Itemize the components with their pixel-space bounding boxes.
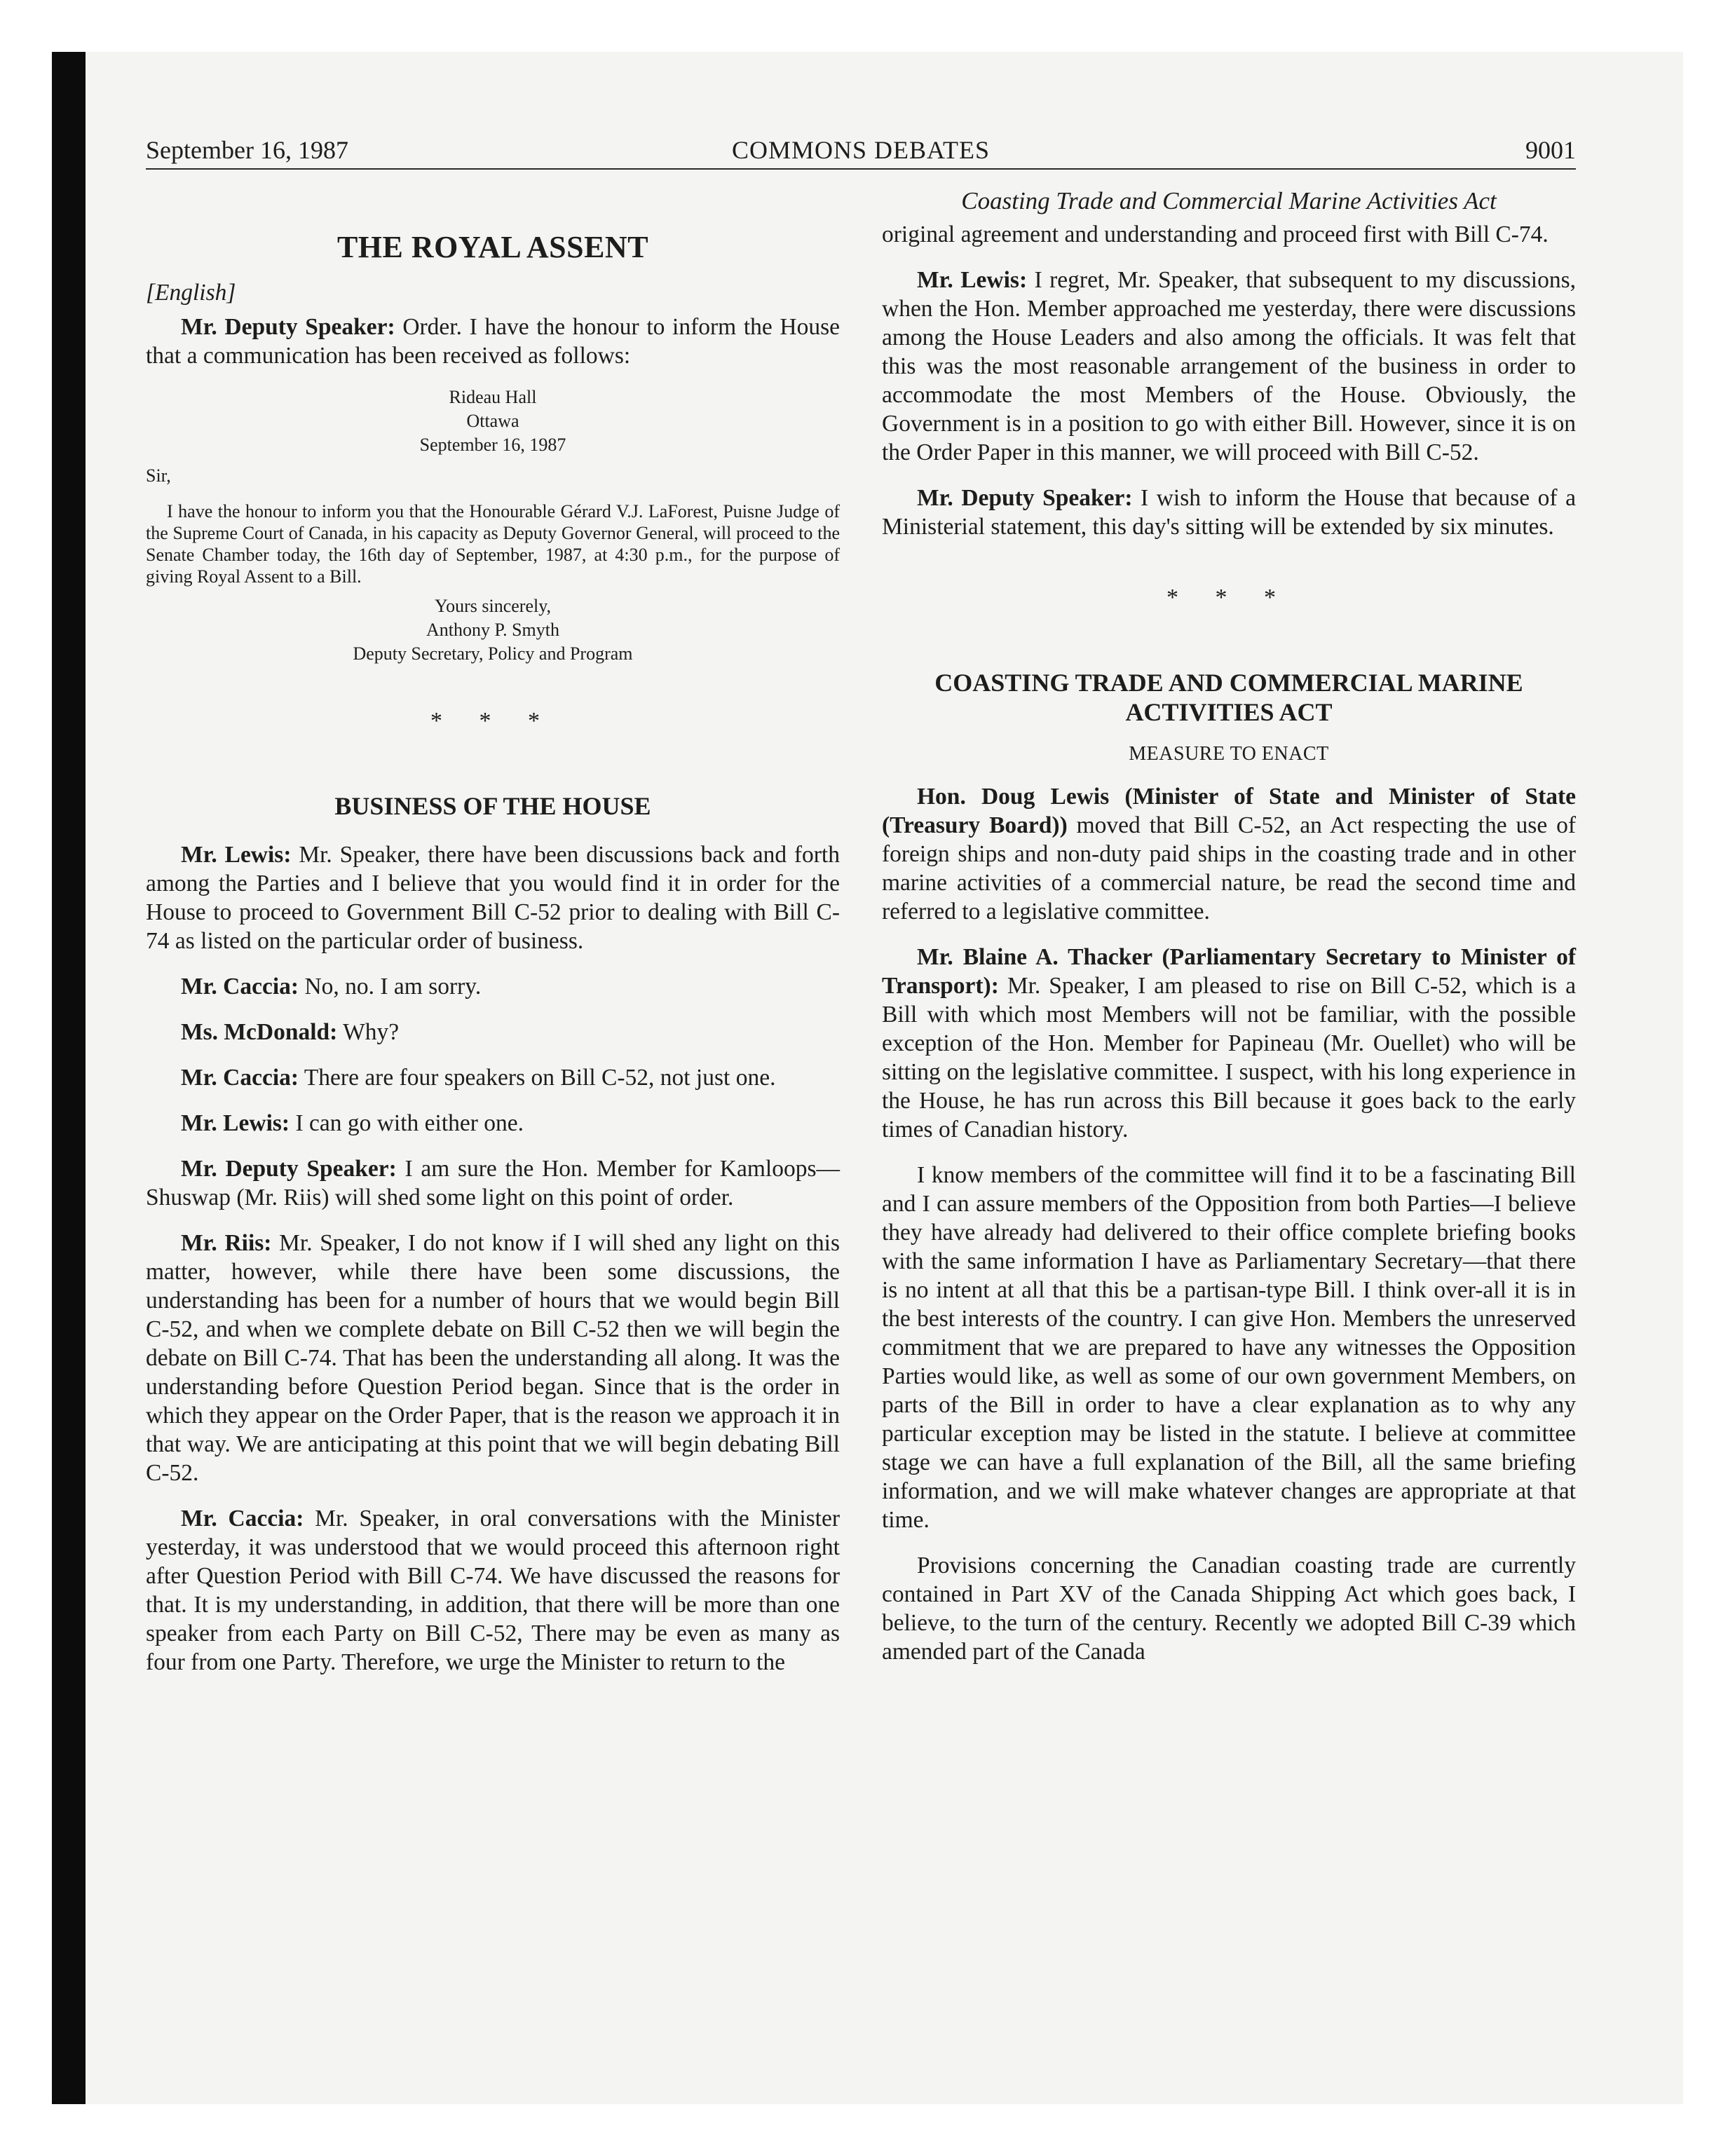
letter-date: September 16, 1987 (419, 435, 566, 455)
speech-text: Provisions concerning the Canadian coasting trade are currently contained in Part XV of the Canada Shipping Act which goes back, I believe, to the turn of the century. Recently we adopted Bill C-39 which amended part of the Canada (882, 1553, 1576, 1665)
language-tag: [English] (146, 280, 236, 306)
right-column (882, 177, 1576, 1683)
speech-text: Mr. Speaker, I am pleased to rise on Bill C-52, which is a Bill with which most Members will not be familiar, with the possible exception of the Hon. Member for Papineau (Mr. Ouellet) who will be sitting on the legislative committee. I suspect, with his long experience in the House, he has run across this Bill because it goes back to the early times of Canadian history. (882, 973, 1576, 1142)
paragraph (882, 220, 1576, 249)
speaker-name: Mr. Deputy Speaker: (917, 485, 1133, 511)
speaker-name: Mr. Deputy Speaker: (181, 314, 395, 340)
speech-text: No, no. I am sorry. (299, 974, 482, 999)
speech-text: moved that Bill C-52, an Act respecting the use of foreign ships and non-duty paid ships in the coasting trade and in other marine activities of a commercial nature, be read the second time and referred to a legislative committee. (882, 812, 1576, 925)
left-column (146, 177, 840, 1693)
paragraph (146, 972, 840, 1001)
page-header (146, 135, 1576, 170)
paragraph (146, 1063, 840, 1092)
speaker-name: Mr. Caccia: (181, 1506, 304, 1531)
section-separator: * * * (430, 708, 555, 734)
speaker-name: Mr. Caccia: (181, 974, 299, 999)
header-rule (146, 168, 1576, 170)
speaker-name: Ms. McDonald: (181, 1019, 338, 1045)
binding-edge (52, 52, 86, 2104)
paragraph (146, 1229, 840, 1487)
paragraph (146, 1109, 840, 1138)
speaker-name: Mr. Lewis: (181, 1110, 290, 1136)
paragraph (882, 943, 1576, 1144)
royal-assent-heading: THE ROYAL ASSENT (336, 230, 649, 264)
header-publication: COMMONS DEBATES (731, 136, 991, 164)
speech-text: Mr. Speaker, there have been discussions back and forth among the Parties and I believe that you would find it in order for the House to proceed to Government Bill C-52 prior to dealing with Bill C-74 as listed on the particular order of business. (146, 842, 840, 954)
speaker-name: Mr. Riis: (181, 1230, 272, 1256)
speech-text: I wish to inform the House that because of a Ministerial statement, this day's sitting will be extended by six minutes. (882, 485, 1576, 540)
coasting-trade-heading: COASTING TRADE AND COMMERCIAL MARINE ACTIVITIES ACT (934, 669, 1523, 726)
letter-signer: Anthony P. Smyth (426, 620, 559, 640)
header-date: September 16, 1987 (146, 136, 348, 164)
speaker-name: Hon. Doug Lewis (Minister of State and Minister of State (Treasury Board)) (882, 784, 1576, 838)
speaker-name: Mr. Blaine A. Thacker (Parliamentary Secretary to Minister of Transport): (882, 944, 1576, 999)
business-heading: BUSINESS OF THE HOUSE (334, 792, 651, 820)
speech-text: Mr. Speaker, in oral conversations with the Minister yesterday, it was understood that we would proceed this afternoon right after Question Period with Bill C-74. We have discussed the reasons for that. It is my understanding, in addition, that there will be more than one speaker from each Party on Bill C-52, There may be even as many as four from one Party. Therefore, we urge the Minister to return to the (146, 1506, 840, 1675)
section-separator: * * * (1166, 585, 1291, 610)
speaker-name: Mr. Deputy Speaker: (181, 1156, 397, 1182)
speech-text: original agreement and understanding and proceed first with Bill C-74. (882, 221, 1549, 247)
paragraph (882, 266, 1576, 467)
speaker-name: Mr. Lewis: (181, 842, 292, 868)
running-head: Coasting Trade and Commercial Marine Activities Act (961, 187, 1497, 214)
speech-text: I am sure the Hon. Member for Kamloops—Shuswap (Mr. Riis) will shed some light on this point of order. (146, 1156, 840, 1210)
speaker-name: Mr. Caccia: (181, 1065, 299, 1091)
paragraph (146, 1154, 840, 1212)
paragraph (882, 484, 1576, 541)
paragraph (146, 313, 840, 370)
speaker-name: Mr. Lewis: (917, 267, 1028, 293)
paragraph (882, 1161, 1576, 1534)
speech-text: I know members of the committee will find it to be a fascinating Bill and I can assure members of the Opposition from both Parties—I believe they have already had delivered to their office complete briefing books with the same information I have as Parliamentary Secretary—that there is no intent at all that this be a partisan-type Bill. I think over-all it is in the best interests of the country. I can give Hon. Members the unreserved commitment that we are prepared to have any witnesses the Opposition Parties would like, as well as some of our own government Members, on parts of the Bill in order to have a clear explanation as to why any particular exception may be listed in the statute. I believe at committee stage we can have a full explanation of the Bill, all the same briefing information, and we will make whatever changes are appropriate at that time. (882, 1162, 1576, 1533)
paragraph (146, 840, 840, 955)
letter-body: I have the honour to inform you that the Honourable Gérard V.J. LaForest, Puisne Judge of the Supreme Court of Canada, in his capacity as Deputy Governor General, will proceed to the Senate Chamber today, the 16th day of September, 1987, at 4:30 p.m., for the purpose of giving Royal Assent to a Bill. (146, 501, 840, 587)
paragraph (882, 782, 1576, 926)
speech-text: I regret, Mr. Speaker, that subsequent to my discussions, when the Hon. Member approached me yesterday, there were discussions among the House Leaders and also among the officials. It was felt that this was the most reasonable arrangement of the business in order to accommodate the most Members of the House. Obviously, the Government is in a position to go with either Bill. However, since it is on the Order Paper in this manner, we will proceed with Bill C-52. (882, 267, 1576, 465)
letter-salutation: Sir, (146, 465, 171, 486)
speech-text: Why? (337, 1019, 400, 1045)
speech-text: There are four speakers on Bill C-52, not just one. (299, 1065, 776, 1091)
speech-text: I can go with either one. (290, 1110, 524, 1136)
letter-closing: Yours sincerely, (434, 596, 552, 616)
speech-text: Mr. Speaker, I do not know if I will shed any light on this matter, however, while there have been some discussions, the understanding has been for a number of hours that we would begin Bill C-52, and when we complete debate on Bill C-52 then we will begin the debate on Bill C-74. That has been the understanding all along. It was the understanding before Question Period began. Since that is the order in which they appear on the Order Paper, that is the reason we approach it in that way. We are anticipating at this point that we will begin debating Bill C-52. (146, 1230, 840, 1486)
speech-text: Order. I have the honour to inform the House that a communication has been received as follows: (146, 314, 840, 369)
paragraph (146, 1504, 840, 1677)
letter-place: Rideau Hall (449, 387, 537, 407)
measure-subheading: MEASURE TO ENACT (1129, 743, 1329, 765)
paragraph (146, 1018, 840, 1046)
header-page-number: 9001 (1525, 136, 1576, 164)
paragraph (882, 1551, 1576, 1666)
letter-city: Ottawa (466, 411, 519, 431)
letter-signer-title: Deputy Secretary, Policy and Program (353, 643, 633, 664)
